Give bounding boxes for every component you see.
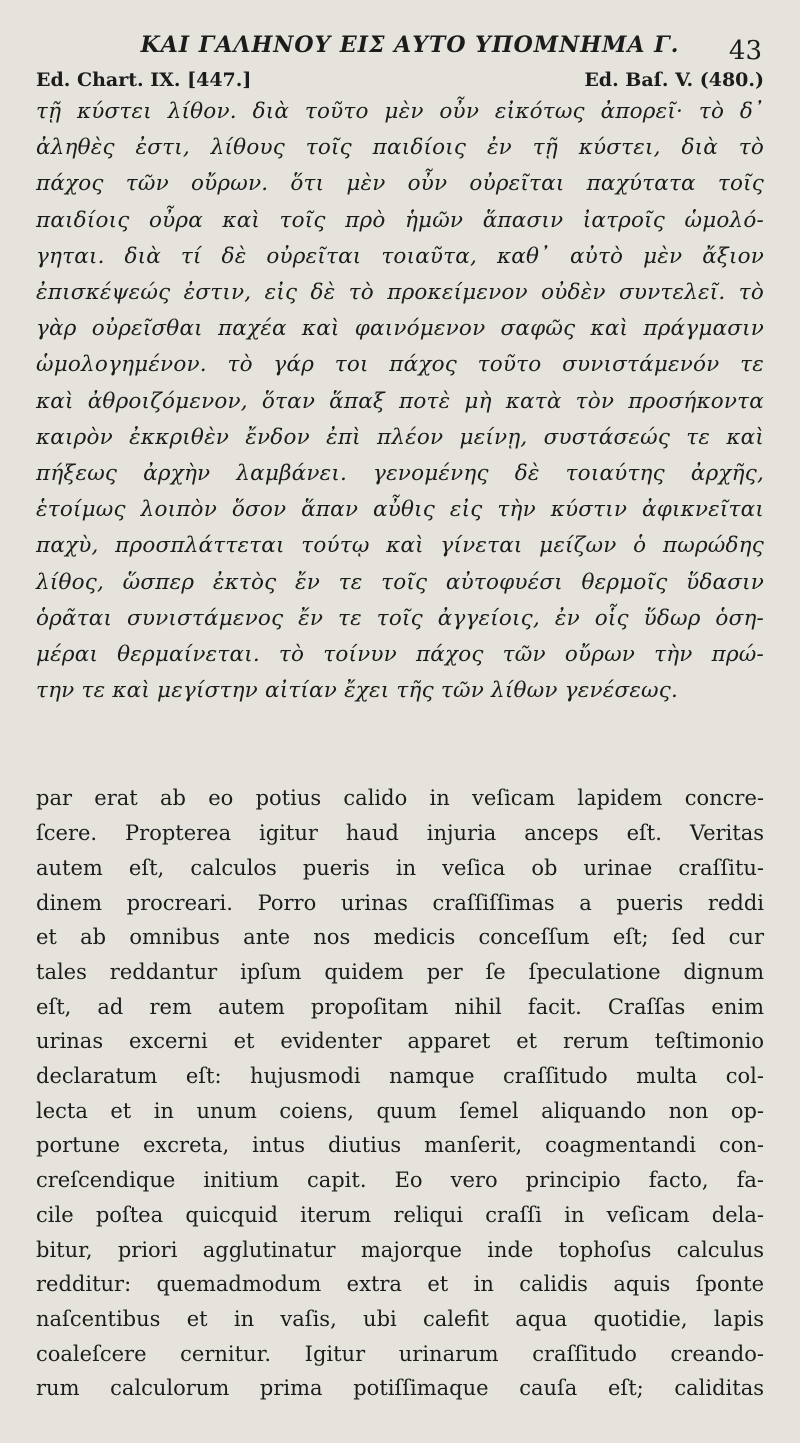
latin-line: urinas excerni et evidenter apparet et rerum teſtimonio [36, 1029, 764, 1054]
greek-text-block [36, 94, 764, 709]
latin-line: portune excreta, intus diutius manſerit, coagmentandi con- [36, 1133, 764, 1158]
latin-text-block [36, 781, 764, 1406]
section-gap [36, 709, 764, 781]
edition-chartier: Ed. Chart. IX. [447.] [36, 69, 252, 91]
latin-line: naſcentibus et in vaſis, ubi calefit aqua quotidie, lapis [36, 1307, 764, 1331]
greek-line: μέραι θερμαίνεται. τὸ τοίνυν πάχος τῶν οὔρων τὴν πρώ- [36, 642, 764, 668]
greek-line: ἀληθὲς ἐστι, λίθους τοῖς παιδίοις ἐν τῇ κύστει, διὰ τὸ [36, 135, 764, 161]
greek-line: τῇ κύστει λίθον. διὰ τοῦτο μὲν οὖν εἰκότως ἀπορεῖ· τὸ δ᾽ [36, 99, 764, 124]
greek-line: γηται. διὰ τί δὲ οὐρεῖται τοιαῦτα, καθ᾽ αὐτὸ μὲν ἄξιον [36, 243, 764, 269]
latin-line: tales reddantur ipſum quidem per ſe ſpeculatione dignum [36, 959, 764, 984]
greek-line: ὁρᾶται συνιστάμενος ἔν τε τοῖς ἀγγείοις, ἐν οἷς ὕδωρ ὁση- [36, 605, 764, 631]
latin-line: lecta et in unum coiens, quum ſemel aliquando non op- [36, 1098, 764, 1123]
greek-line: ἑτοίμως λοιπὸν ὅσον ἅπαν αὖθις εἰς τὴν κύστιν ἀφικνεῖται [36, 497, 764, 523]
greek-line: παχὺ, προσπλάττεται τούτῳ καὶ γίνεται μείζων ὁ πωρώδης [36, 533, 764, 559]
greek-line: πήξεως ἀρχὴν λαμβάνει. γενομένης δὲ τοιαύτης ἀρχῆς, [36, 461, 764, 487]
greek-line: παιδίοις οὖρα καὶ τοῖς πρὸ ἡμῶν ἅπασιν ἰατροῖς ὡμολό- [36, 207, 764, 233]
running-title: ΚΑΙ ΓΑΛΗΝΟΥ ΕΙΣ ΑΥΤΟ ΥΠΟΜΝΗΜΑ Γ. [140, 32, 680, 58]
latin-line: redditur: quemadmodum extra et in calidis aquis ſponte [36, 1272, 764, 1297]
latin-line: declaratum eſt: hujusmodi namque craſſitudo multa col- [36, 1064, 764, 1089]
greek-line: την τε καὶ μεγίστην αἰτίαν ἔχει τῆς τῶν λίθων γενέσεως. [36, 678, 679, 704]
greek-line: καὶ ἀθροιζόμενον, ὅταν ἅπαξ ποτὲ μὴ κατὰ τὸν προσήκοντα [36, 388, 764, 414]
latin-line: bitur, priori agglutinatur majorque inde tophoſus calculus [36, 1237, 764, 1262]
latin-line: par erat ab eo potius calido in veſicam lapidem concre- [36, 786, 764, 811]
latin-line: ſcere. Propterea igitur haud injuria anceps eſt. Veritas [36, 821, 764, 846]
edition-basel: Ed. Baſ. V. (480.) [584, 69, 764, 91]
greek-line: ὡμολογημένον. τὸ γάρ τοι πάχος τοῦτο συνιστάμενόν τε [36, 352, 764, 378]
latin-line: eſt, ad rem autem propoſitam nihil facit. Craſſas enim [36, 994, 764, 1019]
edition-line [36, 66, 764, 94]
latin-line: et ab omnibus ante nos medicis conceſſum eſt; ſed cur [36, 925, 764, 950]
latin-line: creſcendique initium capit. Eo vero principio facto, fa- [36, 1168, 764, 1193]
greek-line: λίθος, ὥσπερ ἐκτὸς ἔν τε τοῖς αὐτοφυέσι θερμοῖς ὕδασιν [36, 569, 764, 595]
latin-line: dinem procreari. Porro urinas craſſiſſimas a pueris reddi [36, 890, 764, 915]
page-number: 43 [728, 36, 762, 66]
latin-line: rum calculorum prima potiſſimaque cauſa eſt; caliditas [36, 1376, 764, 1401]
latin-line: autem eſt, calculos pueris in veſica ob urinae craſſitu- [36, 855, 764, 880]
greek-line: καιρὸν ἐκκριθὲν ἔνδον ἐπὶ πλέον μείνῃ, συστάσεώς τε καὶ [36, 424, 764, 450]
greek-line: γὰρ οὐρεῖσθαι παχέα καὶ φαινόμενον σαφῶς καὶ πράγμασιν [36, 316, 764, 342]
greek-line: πάχος τῶν οὔρων. ὅτι μὲν οὖν οὐρεῖται παχύτατα τοῖς [36, 171, 764, 197]
latin-line: cile poſtea quicquid iterum reliqui craſſi in veſicam dela- [36, 1202, 764, 1227]
latin-line: coaleſcere cernitur. Igitur urinarum craſſitudo creando- [36, 1341, 764, 1366]
greek-line: ἐπισκέψεώς ἐστιν, εἰς δὲ τὸ προκείμενον οὐδὲν συντελεῖ. τὸ [36, 280, 764, 306]
